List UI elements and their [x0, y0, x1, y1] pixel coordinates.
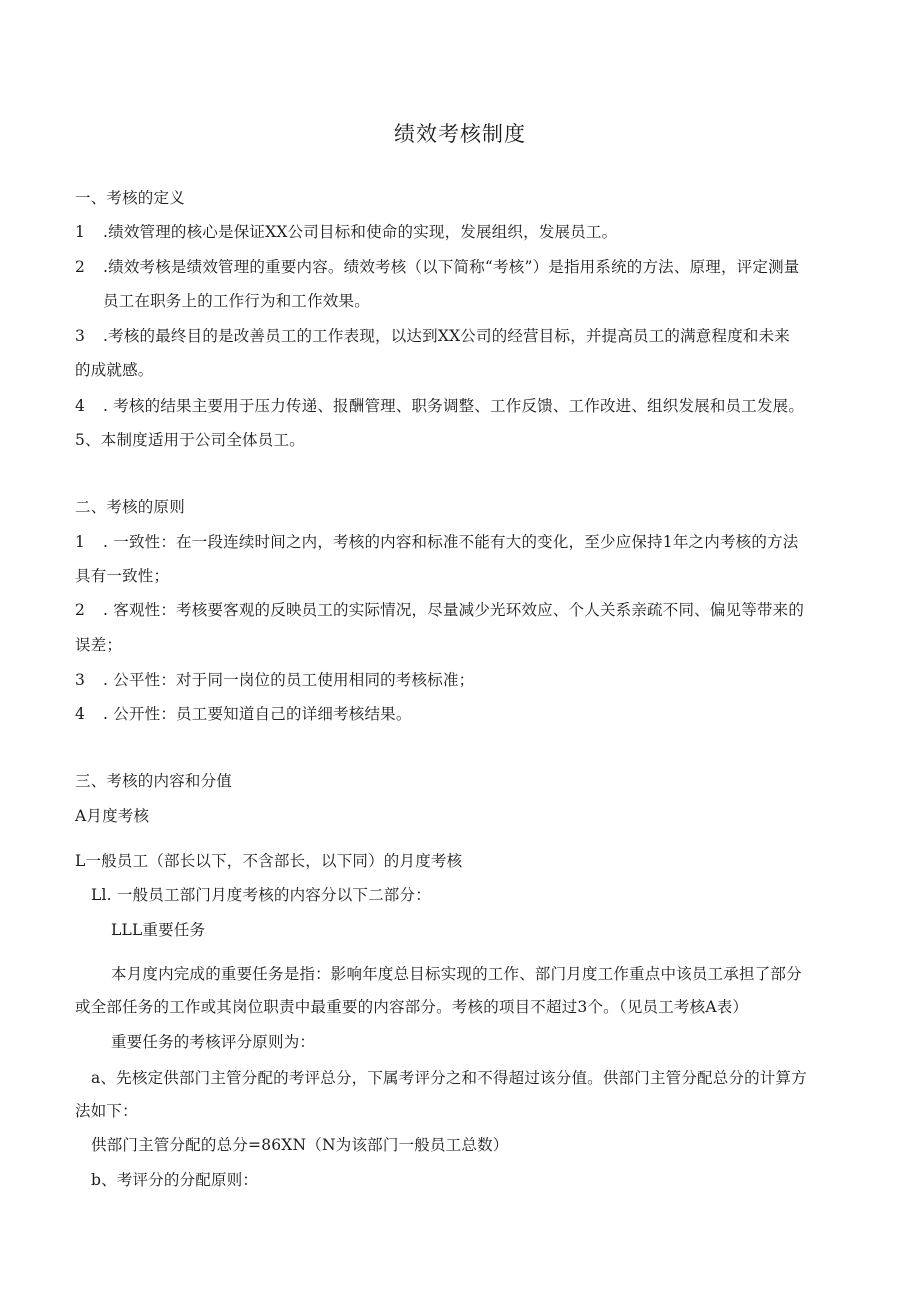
subsection-a-heading: A月度考核 [75, 807, 150, 825]
s1-item-4-text: . 考核的结果主要用于压力传递、报酬管理、职务调整、工作反馈、工作改进、组织发展和员工发展。 [103, 397, 805, 415]
s1-item-3-continuation: 的成就感。 [75, 361, 154, 379]
s2-item-3 [75, 670, 474, 690]
subsection-lll-heading: LLL重要任务 [111, 921, 206, 939]
s2-item-1-text: . 一致性：在一段连续时间之内，考核的内容和标准不能有大的变化，至少应保持1年之内考核的方法 [103, 533, 799, 551]
s2-item-3-text: . 公平性：对于同一岗位的员工使用相同的考核标准； [103, 671, 475, 689]
s1-item-3 [75, 326, 790, 346]
paragraph-important-tasks: 本月度内完成的重要任务是指：影响年度总目标实现的工作、部门月度工作重点中该员工承担了部分 [111, 965, 802, 983]
s1-item-2-number: 2 [75, 258, 86, 276]
s2-item-2-text: . 客观性：考核要客观的反映员工的实际情况，尽量减少光环效应、个人关系亲疏不同、偏见等带来的 [103, 601, 805, 619]
paragraph-item-a: a、先核定供部门主管分配的考评总分，下属考评分之和不得超过该分值。供部门主管分配总分的计算方 [91, 1069, 807, 1087]
s2-item-2-continuation: 误差； [75, 636, 123, 654]
paragraph-item-a-continuation: 法如下： [75, 1102, 138, 1120]
s1-item-4 [75, 396, 804, 416]
s2-item-4 [75, 704, 412, 724]
formula-line: 供部门主管分配的总分=86XN（N为该部门一般员工总数） [91, 1136, 509, 1154]
s1-item-2-text: .绩效考核是绩效管理的重要内容。绩效考核（以下简称“考核”）是指用系统的方法、原理，评定测量 [103, 258, 800, 276]
s2-item-4-text: . 公开性：员工要知道自己的详细考核结果。 [103, 705, 412, 723]
paragraph-item-b: b、考评分的分配原则： [91, 1171, 259, 1189]
s2-item-1-continuation: 具有一致性； [75, 567, 170, 585]
s1-item-3-number: 3 [75, 327, 86, 345]
s2-item-1 [75, 532, 798, 552]
s2-item-1-number: 1 [75, 533, 86, 551]
section-1-heading: 一、考核的定义 [75, 189, 185, 207]
s2-item-2-number: 2 [75, 601, 86, 619]
s2-item-2 [75, 600, 804, 620]
s2-item-3-number: 3 [75, 671, 86, 689]
section-3-heading: 三、考核的内容和分值 [75, 772, 233, 790]
subsection-l-heading: L一般员工（部长以下，不含部长，以下同）的月度考核 [75, 852, 463, 870]
s1-item-5: 5、本制度适用于公司全体员工。 [75, 431, 305, 449]
s1-item-1-text: .绩效管理的核心是保证XX公司目标和使命的实现，发展组织，发展员工。 [103, 223, 618, 241]
section-2-heading: 二、考核的原则 [75, 498, 185, 516]
document-title: 绩效考核制度 [394, 122, 526, 146]
paragraph-scoring-principles: 重要任务的考核评分原则为： [111, 1033, 316, 1051]
s1-item-3-text: .考核的最终目的是改善员工的工作表现，以达到XX公司的经营目标，并提高员工的满意程度和未来 [103, 327, 790, 345]
s1-item-1 [75, 222, 617, 242]
subsection-ll-heading: Ll. 一般员工部门月度考核的内容分以下二部分： [91, 886, 431, 904]
s1-item-1-number: 1 [75, 223, 86, 241]
s1-item-2-continuation: 员工在职务上的工作行为和工作效果。 [103, 292, 370, 310]
s1-item-2 [75, 257, 799, 277]
paragraph-important-tasks-continuation: 或全部任务的工作或其岗位职责中最重要的内容部分。考核的项目不超过3个。（见员工考核A表） [75, 998, 749, 1016]
s2-item-4-number: 4 [75, 705, 86, 723]
s1-item-4-number: 4 [75, 397, 86, 415]
